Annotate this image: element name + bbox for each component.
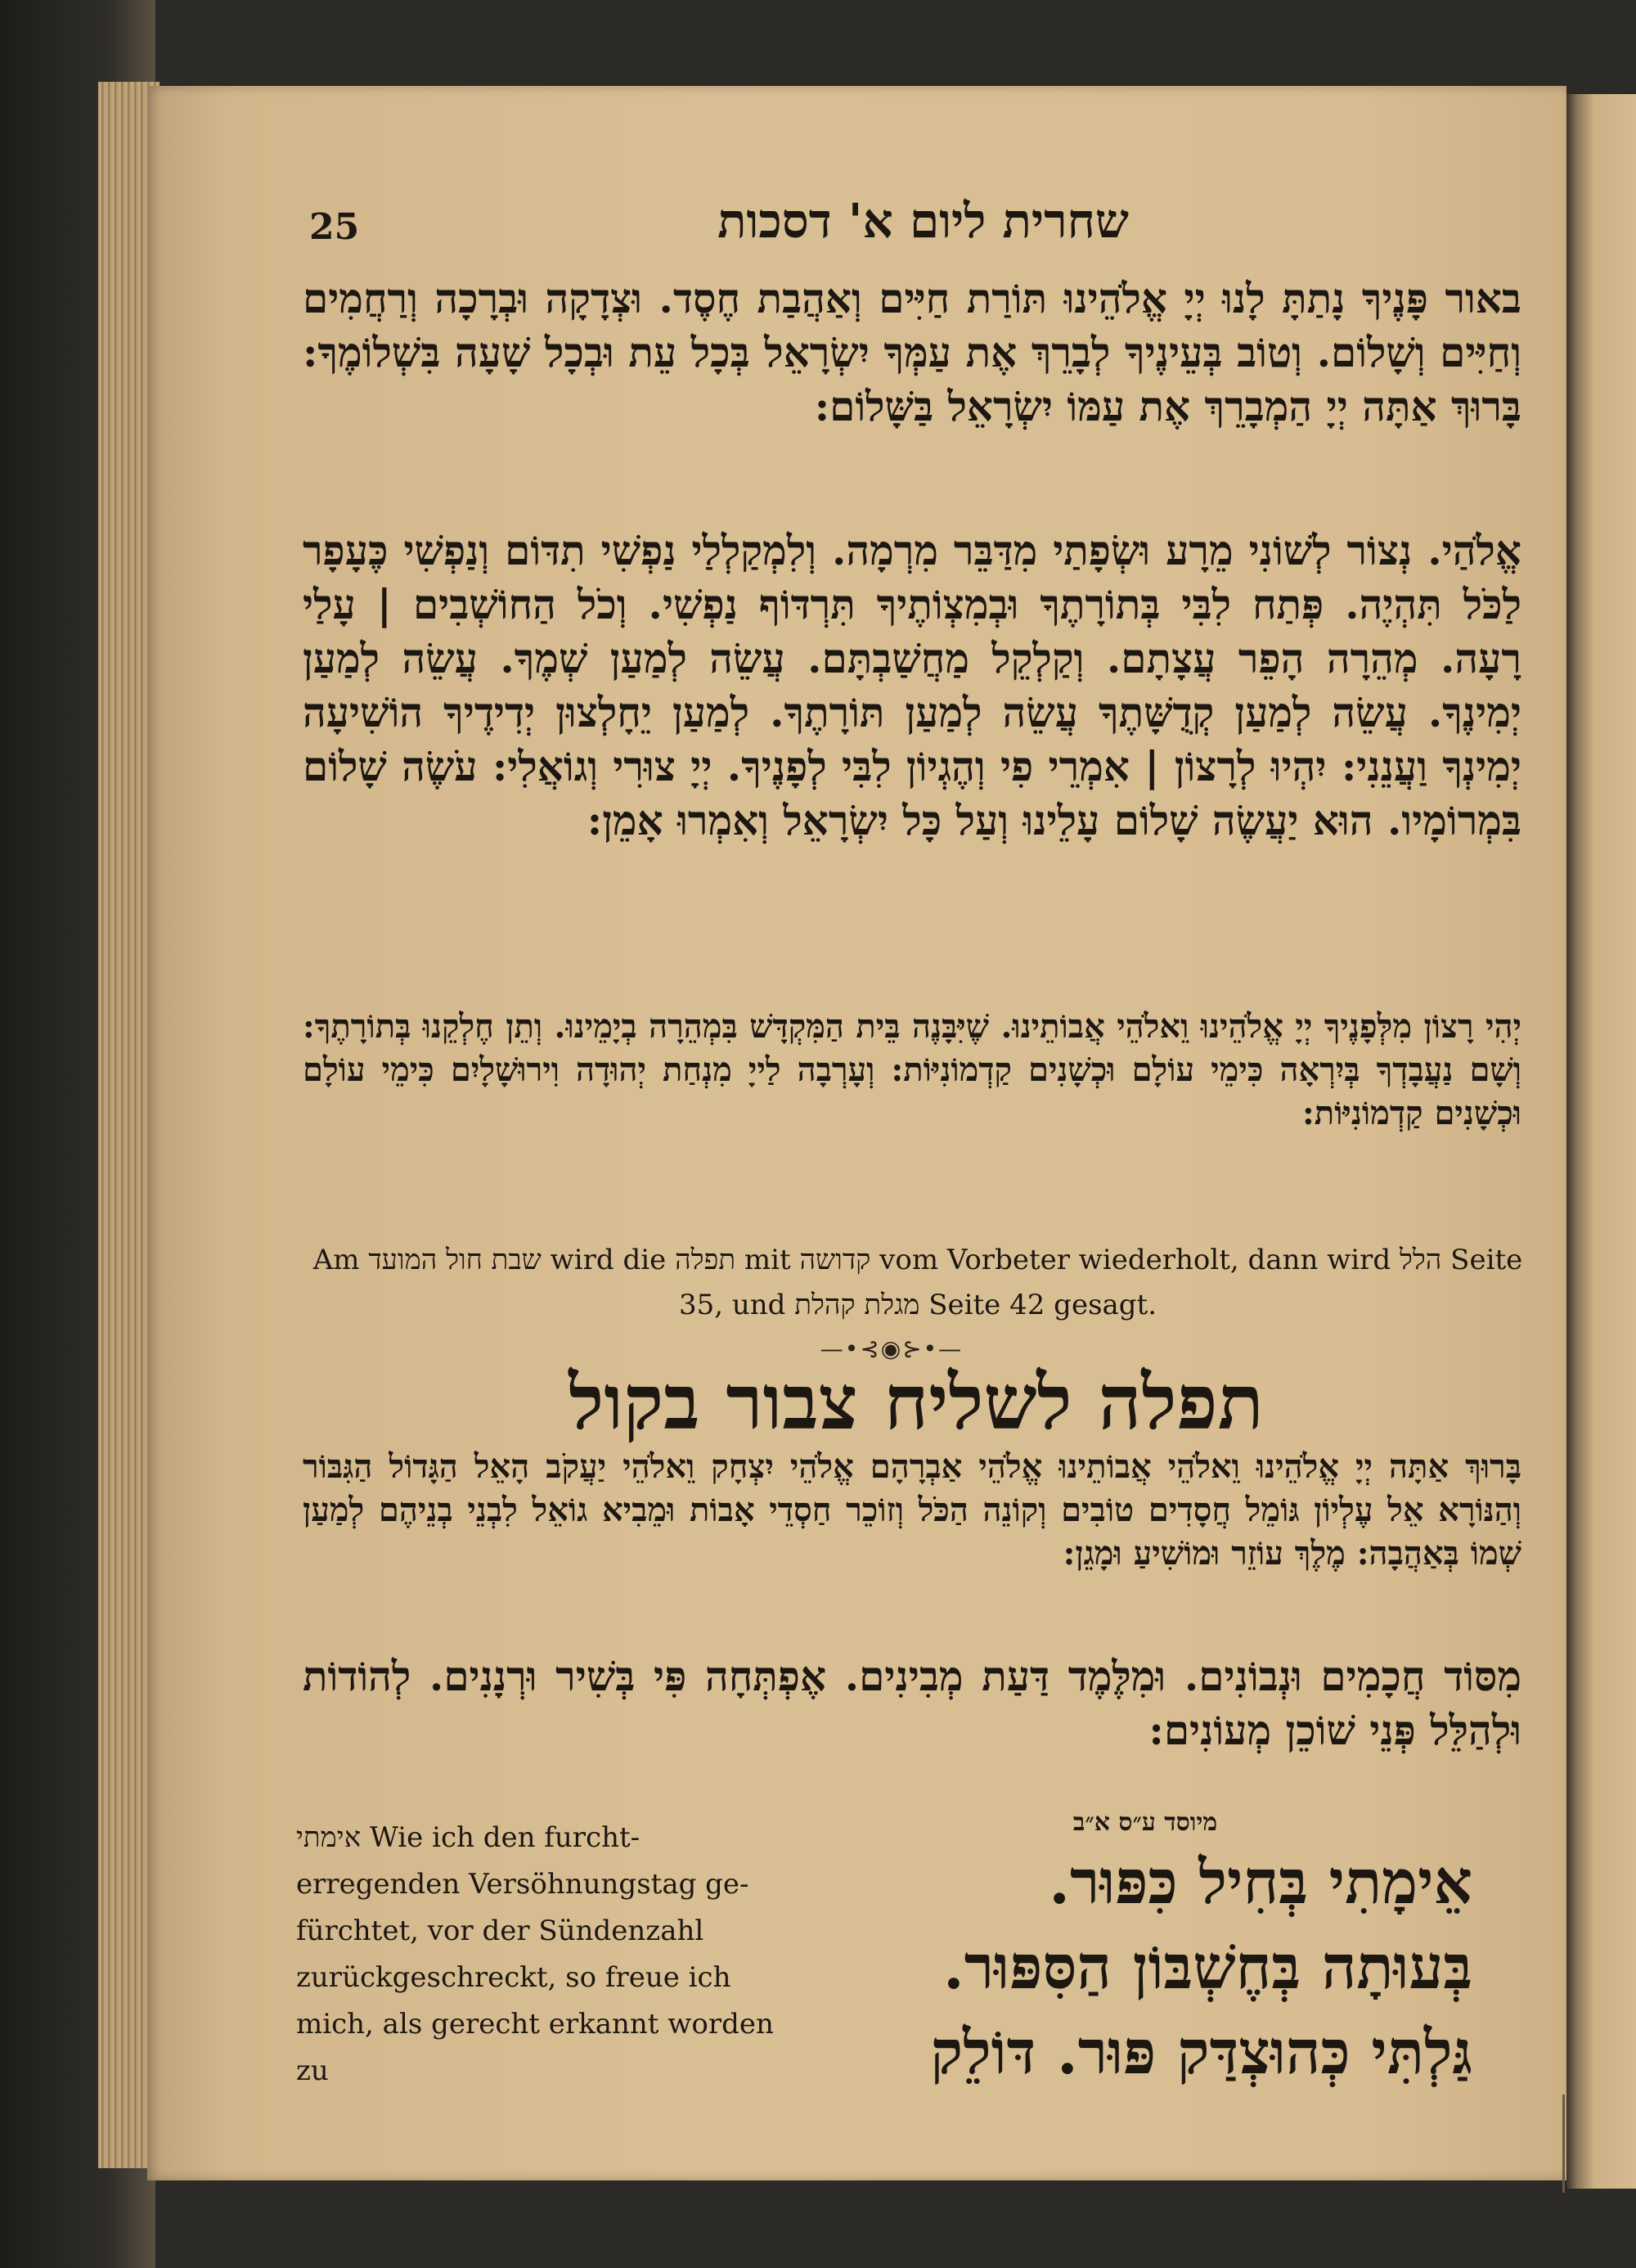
catchword: אימתי	[296, 1821, 362, 1854]
ornament-divider: —•⊰◉⊱•—	[820, 1335, 964, 1362]
paragraph-avot: בָּרוּךְ אַתָּה יְיָ אֱלֹהֵינוּ וֵאלֹהֵי אֲבוֹתֵינוּ אֱלֹהֵי אַבְרָהָם אֱלֹהֵי יִצְחָק וֵאלֹהֵי יַעֲקֹב הָאֵל הַגָּדוֹל הַגִּבּוֹר וְהַנּוֹרָא אֵל עֶלְיוֹן גּוֹמֵל חֲסָדִים טוֹבִים וְקוֹנֵה הַכֹּל וְזוֹכֵר חַסְדֵי אָבוֹת וּמֵבִיא גוֹאֵל לִבְנֵי בְנֵיהֶם לְמַעַן שְׁמוֹ בְּאַהֲבָה: מֶלֶךְ עוֹזֵר וּמוֹשִׁיעַ וּמָגֵן:	[303, 1447, 1521, 1573]
page-crease	[1546, 2095, 1565, 2193]
facing-page-edge	[1566, 94, 1636, 2189]
paragraph-misod: מִסּוֹד חֲכָמִים וּנְבוֹנִים. וּמִלֶּמֶד דַּעַת מְבִינִים. אֶפְתְּחָה פִּי בְּשִׁיר וּרְנָנִים. לְהוֹדוֹת וּלְהַלֵּל פְּנֵי שׁוֹכֵן מְעוֹנִים:	[303, 1652, 1521, 1754]
piyut-column	[818, 1808, 1472, 2095]
section-title: תפלה לשליח צבור בקול	[569, 1358, 1264, 1447]
german-translation-column	[296, 1815, 787, 2095]
acrostic-note: מיוסד ע״ס א״ב	[1072, 1808, 1218, 1837]
german-instruction: Am שבת חול המועד wird die תפלה mit קדושה vom Vorbeter wiederholt, dann wird הלל Seite 35, und מגלת קהלת Seite 42 gesagt.	[312, 1244, 1523, 1321]
paragraph-elohai-netzor: אֱלֹהַי. נְצוֹר לְשׁוֹנִי מֵרָע וּשְׂפָתַי מִדַּבֵּר מִרְמָה. וְלִמְקַלְלַי נַפְשִׁי תִדּוֹם וְנַפְשִׁי כֶּעָפָר לַכֹּל תִּהְיֶה. פְּתַח לִבִּי בְּתוֹרָתֶךָ וּבְמִצְוֹתֶיךָ תִּרְדּוֹף נַפְשִׁי. וְכֹל הַחוֹשְׁבִים | עָלַי רָעָה. מְהֵרָה הָפֵר עֲצָתָם. וְקַלְקֵל מַחֲשַׁבְתָּם. עֲשֵׂה לְמַעַן שְׁמֶךָ. עֲשֵׂה לְמַעַן יְמִינֶךָ. עֲשֵׂה לְמַעַן קְדֻשָּׁתֶךָ עֲשֵׂה לְמַעַן תּוֹרָתֶךָ. לְמַעַן יֵחָלְצוּן יְדִידֶיךָ הוֹשִׁיעָה יְמִינְךָ וַעֲנֵנִי: יִהְיוּ לְרָצוֹן | אִמְרֵי פִי וְהֶגְיוֹן לִבִּי לְפָנֶיךָ. יְיָ צוּרִי וְגוֹאֲלִי: עֹשֶׂה שָׁלוֹם בִּמְרוֹמָיו. הוּא יַעֲשֶׂה שָׁלוֹם עָלֵינוּ וְעַל כָּל יִשְׂרָאֵל וְאִמְרוּ אָמֵן:	[303, 526, 1521, 844]
piyut-line: גַּלְתִּי כְּהוּצְדַּק פּוּר. דּוֹלֵק	[930, 2018, 1472, 2088]
paragraph-sim-shalom: באור פָּנֶיךָ נָתַתָּ לָנוּ יְיָ אֱלֹהֵינוּ תּוֹרַת חַיִּים וְאַהֲבַת חֶסֶד. וּצְדָקָה וּבְרָכָה וְרַחֲמִים וְחַיִּים וְשָׁלוֹם. וְטוֹב בְּעֵינֶיךָ לְבָרֵךְ אֶת עַמְּךָ יִשְׂרָאֵל בְּכָל עֵת וּבְכָל שָׁעָה בִּשְׁלוֹמֶךָ: בָּרוּךְ אַתָּה יְיָ הַמְבָרֵךְ אֶת עַמּוֹ יִשְׂרָאֵל בַּשָּׁלוֹם:	[303, 274, 1521, 430]
page-number: 25	[309, 206, 360, 248]
piyut-line: אֵימָתִי בְּחִיל כִּפּוּר.	[1049, 1847, 1472, 1918]
running-title: שחרית ליום א' דסכות	[717, 193, 1129, 249]
paragraph-yehi-ratzon: יְהִי רָצוֹן מִלְּפָנֶיךָ יְיָ אֱלֹהֵינוּ וֵאלֹהֵי אֲבוֹתֵינוּ. שֶׁיִּבָּנֶה בֵּית הַמִּקְדָּשׁ בִּמְהֵרָה בְיָמֵינוּ. וְתֵן חֶלְקֵנוּ בְּתוֹרָתֶךָ: וְשָׁם נַעֲבָדְךָ בְּיִרְאָה כִּימֵי עוֹלָם וּכְשָׁנִים קַדְמוֹנִיּוֹת: וְעָרְבָה לַייָ מִנְחַת יְהוּדָה וִירוּשָׁלָיִם כִּימֵי עוֹלָם וּכְשָׁנִים קַדְמוֹנִיּוֹת:	[303, 1007, 1521, 1132]
german-translation-text: Wie ich den furcht- erregenden Versöhnungstag ge- fürchtet, vor der Sündenzahl zurückgeschreckt, so freue ich mich, als gerecht erkannt worden zu	[296, 1821, 774, 2087]
piyut-line: בְּעוּתָה בְּחֶשְׁבּוֹן הַסִּפּוּר.	[943, 1933, 1472, 2003]
